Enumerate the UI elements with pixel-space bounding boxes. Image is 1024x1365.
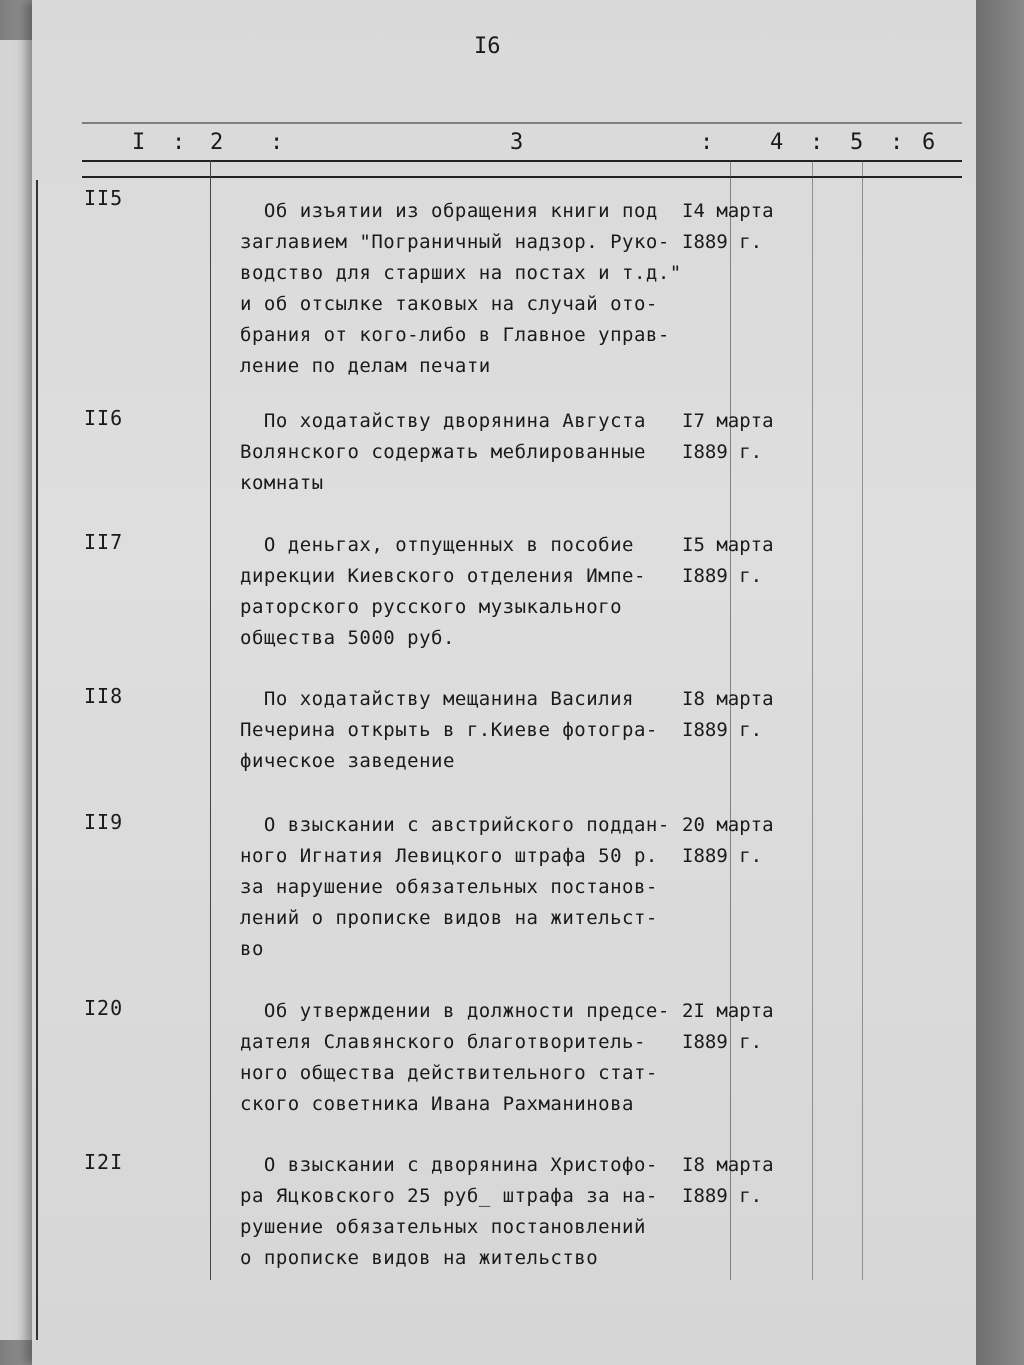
column-divider <box>210 160 211 1280</box>
entry-description: По ходатайству дворянина Августа Волянского содержать меблированные комнаты <box>240 410 646 494</box>
header-rule-double <box>82 176 962 178</box>
entry-date: I8 марта I889 г. <box>682 1154 774 1207</box>
entry-number: II7 <box>84 530 124 554</box>
column-divider <box>812 160 813 1280</box>
entry-description: Об изъятии из обращения книги под заглавием "Пограничный надзор. Руко- водство для старших на постах и т.д." и об отсылке таковых на случай ото- брания от кого-либо в Главное управ- ление по делам печати <box>240 200 682 377</box>
entry-number: II6 <box>84 406 124 430</box>
header-sep: : <box>270 130 284 155</box>
entry-description: Об утверждении в должности предсе- дателя Славянского благотворитель- ного общества действительного стат- ского советника Ивана Рахманинова <box>240 1000 670 1115</box>
header-col-3: 3 <box>510 130 524 155</box>
entry-number: II5 <box>84 186 124 210</box>
header-col-6: 6 <box>922 130 936 155</box>
header-top-rule <box>82 122 962 124</box>
header-col-5: 5 <box>850 130 864 155</box>
column-divider <box>862 160 863 1280</box>
page-number: I6 <box>474 34 501 59</box>
column-header-row <box>90 130 960 160</box>
entry-number: II8 <box>84 684 124 708</box>
header-col-1: I <box>132 130 146 155</box>
entry-date: I5 марта I889 г. <box>682 534 774 587</box>
entry-number: II9 <box>84 810 124 834</box>
entry-description: По ходатайству мещанина Василия Печерина открыть в г.Киеве фотогра- фическое заведение <box>240 688 658 772</box>
margin-rule <box>36 180 38 1340</box>
header-sep: : <box>810 130 824 155</box>
entry-date: I4 марта I889 г. <box>682 200 774 253</box>
header-sep: : <box>700 130 714 155</box>
header-col-4: 4 <box>770 130 784 155</box>
header-col-2: 2 <box>210 130 224 155</box>
entry-date: I7 марта I889 г. <box>682 410 774 463</box>
entry-date: 2I марта I889 г. <box>682 1000 774 1053</box>
entry-date: I8 марта I889 г. <box>682 688 774 741</box>
header-sep: : <box>890 130 904 155</box>
header-sep: : <box>172 130 186 155</box>
entry-number: I2I <box>84 1150 124 1174</box>
entry-description: О деньгах, отпущенных в пособие дирекции Киевского отделения Импе- раторского русского музыкального общества 5000 руб. <box>240 534 646 649</box>
entry-description: О взыскании с австрийского поддан- ного Игнатия Левицкого штрафа 50 р. за нарушение обязательных постанов- лений о прописке видов на жительст- во <box>240 814 670 960</box>
right-page-edge <box>976 0 1024 1365</box>
header-rule <box>82 160 962 162</box>
entry-number: I20 <box>84 996 124 1020</box>
entry-date: 20 марта I889 г. <box>682 814 774 867</box>
entry-description: О взыскании с дворянина Христофо- ра Яцковского 25 руб_ штрафа за на- рушение обязательных постановлений о прописке видов на жительство <box>240 1154 658 1269</box>
document-sheet <box>32 0 976 1365</box>
